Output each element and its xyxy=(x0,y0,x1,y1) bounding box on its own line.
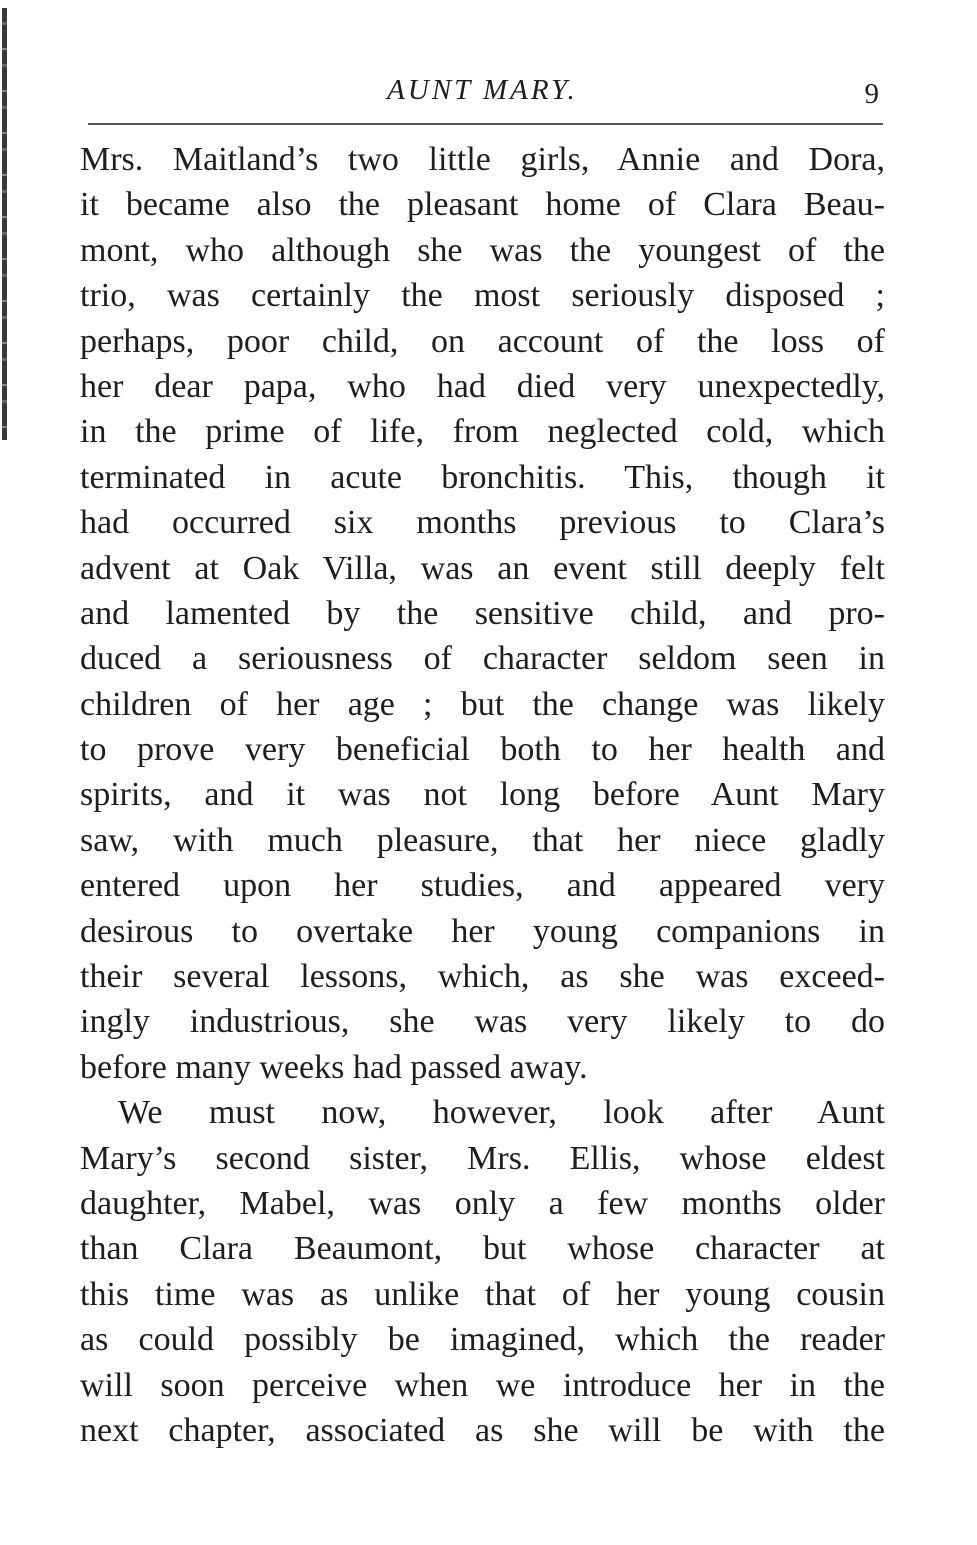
text-line: than Clara Beaumont, but whose character at xyxy=(80,1230,885,1268)
text-line: Mary’s second sister, Mrs. Ellis, whose eldest xyxy=(80,1139,885,1177)
text-line: mont, who although she was the youngest of the xyxy=(80,231,885,269)
text-line: children of her age ; but the change was likely xyxy=(80,685,885,723)
text-line: trio, was certainly the most seriously disposed ; xyxy=(80,277,885,315)
running-head xyxy=(80,70,885,114)
text-line: advent at Oak Villa, was an event still deeply felt xyxy=(80,549,885,587)
text-line: to prove very beneficial both to her health and xyxy=(80,731,885,769)
text-line: saw, with much pleasure, that her niece gladly xyxy=(80,821,885,859)
text-line: duced a seriousness of character seldom seen in xyxy=(80,640,885,678)
text-line: terminated in acute bronchitis. This, though it xyxy=(80,458,885,496)
text-line: had occurred six months previous to Clara’s xyxy=(80,504,885,542)
text-line: spirits, and it was not long before Aunt Mary xyxy=(80,776,885,814)
text-line: We must now, however, look after Aunt xyxy=(118,1094,885,1132)
text-line: Mrs. Maitland’s two little girls, Annie and Dora, xyxy=(80,141,885,178)
text-line: their several lessons, which, as she was exceed- xyxy=(80,958,885,996)
text-line: it became also the pleasant home of Clara Beau- xyxy=(80,186,885,224)
body-text xyxy=(80,137,885,1453)
text-line: entered upon her studies, and appeared very xyxy=(80,867,885,905)
text-line: ingly industrious, she was very likely to do xyxy=(80,1003,885,1041)
binding-edge xyxy=(2,8,7,440)
text-line: as could possibly be imagined, which the reader xyxy=(80,1321,885,1359)
text-line: next chapter, associated as she will be with the xyxy=(80,1411,885,1449)
header-rule xyxy=(88,123,883,125)
running-title: AUNT MARY. xyxy=(387,74,578,106)
text-line: perhaps, poor child, on account of the loss of xyxy=(80,322,885,360)
text-line: and lamented by the sensitive child, and pro- xyxy=(80,594,885,632)
page-number: 9 xyxy=(864,78,879,110)
text-line: this time was as unlike that of her young cousin xyxy=(80,1275,885,1313)
text-line: desirous to overtake her young companions in xyxy=(80,912,885,950)
text-line: daughter, Mabel, was only a few months older xyxy=(80,1184,885,1222)
text-line: before many weeks had passed away. xyxy=(80,1048,588,1086)
text-line: in the prime of life, from neglected cold, which xyxy=(80,413,885,451)
text-line: her dear papa, who had died very unexpectedly, xyxy=(80,367,885,405)
text-line: will soon perceive when we introduce her in the xyxy=(80,1366,885,1404)
